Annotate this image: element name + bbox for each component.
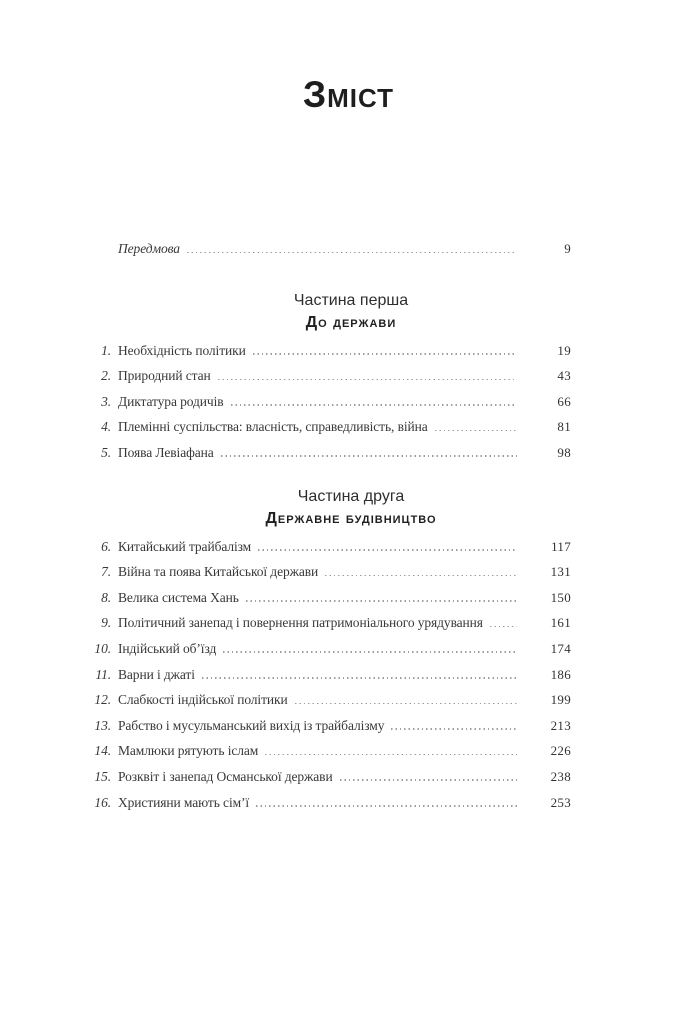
dot-leader [295,703,517,705]
chapter-number: 6. [101,538,111,554]
toc-entry [84,768,571,794]
part-two-header [84,488,571,528]
page-number: 19 [557,342,571,358]
page-number: 253 [550,794,571,810]
dot-leader [246,600,517,602]
dot-leader [490,626,517,628]
chapter-title: Варни і джаті [118,666,195,682]
toc-entry [84,589,571,615]
toc-entry [84,666,571,692]
chapter-number: 3. [101,393,111,409]
preface-row [84,240,571,266]
page-number: 226 [550,743,571,759]
toc-entry [84,691,571,717]
part-two-kicker: Частина друга [297,487,405,505]
dot-leader [258,549,517,551]
chapter-title: Слабкості індійської політики [118,692,288,708]
page-number: 238 [550,768,571,784]
chapter-number: 9. [101,615,111,631]
part-one-heading: До держави [305,313,397,331]
chapter-title: Необхідність політики [118,342,246,358]
chapter-title: Християни мають сім’ї [118,794,250,810]
page-number: 186 [550,666,571,682]
dot-leader [325,575,517,577]
toc-entry [84,444,571,470]
chapter-title: Велика система Хань [118,589,239,605]
page-title: Зміст [302,74,395,115]
preface-page-number: 9 [564,241,571,256]
chapter-title: Поява Левіафана [118,444,214,460]
toc-body [84,240,571,819]
toc-entry [84,614,571,640]
chapter-number: 15. [94,768,111,784]
chapter-title: Племінні суспільства: власність, справедливість, війна [118,419,428,435]
dot-leader [340,779,517,781]
toc-entry [84,393,571,419]
chapter-title: Рабство і мусульманський вихід із трайбалізму [118,717,385,733]
dot-leader [231,404,517,406]
part-one-section [84,292,571,470]
part-one-header [84,292,571,332]
chapter-title: Розквіт і занепад Османської держави [118,768,333,784]
part-two-entries [84,538,571,820]
page-number: 98 [557,444,571,460]
chapter-number: 4. [101,419,111,435]
toc-entry [84,794,571,820]
toc-entry [84,367,571,393]
chapter-number: 1. [101,342,111,358]
page-number: 81 [557,419,571,435]
chapter-number: 14. [94,743,111,759]
page-number: 161 [550,615,571,631]
chapter-number: 2. [101,368,111,384]
chapter-number: 8. [101,589,111,605]
dot-leader [391,728,517,730]
dot-leader [221,455,517,457]
chapter-title: Мамлюки рятують іслам [118,743,259,759]
toc-entry [84,342,571,368]
part-one-kicker: Частина перша [293,291,409,309]
dot-leader [265,754,517,756]
page-number: 213 [550,717,571,733]
chapter-number: 5. [101,444,111,460]
page-number: 43 [557,368,571,384]
chapter-title: Індійський об’їзд [118,640,217,656]
page-number: 150 [550,589,571,605]
chapter-number: 13. [94,717,111,733]
chapter-title: Політичний занепад і повернення патримоніального урядування [118,615,483,631]
toc-entry [84,418,571,444]
toc-entry [84,717,571,743]
part-two-heading: Державне будівництво [265,509,437,527]
chapter-title: Природний стан [118,368,211,384]
dot-leader [435,430,517,432]
page-number: 117 [551,538,571,554]
dot-leader [253,353,517,355]
toc-entry [84,640,571,666]
chapter-title: Диктатура родичів [118,393,224,409]
chapter-number: 12. [94,692,111,708]
dot-leader [202,677,517,679]
chapter-number: 16. [94,794,111,810]
part-one-entries [84,342,571,470]
dot-leader [223,651,517,653]
page-number: 66 [557,393,571,409]
dot-leader [218,379,517,381]
dot-leader [256,805,517,807]
toc-entry [84,742,571,768]
part-two-section [84,488,571,820]
chapter-number: 11. [95,666,111,682]
preface-label: Передмова [118,241,180,256]
page-number: 131 [550,564,571,580]
chapter-title: Китайський трайбалізм [118,538,252,554]
chapter-title: Війна та поява Китайської держави [118,564,319,580]
page-number: 199 [550,692,571,708]
dot-leader [187,252,517,254]
page-number: 174 [550,640,571,656]
chapter-number: 10. [94,640,111,656]
toc-entry [84,563,571,589]
chapter-number: 7. [101,564,111,580]
toc-entry [84,538,571,564]
